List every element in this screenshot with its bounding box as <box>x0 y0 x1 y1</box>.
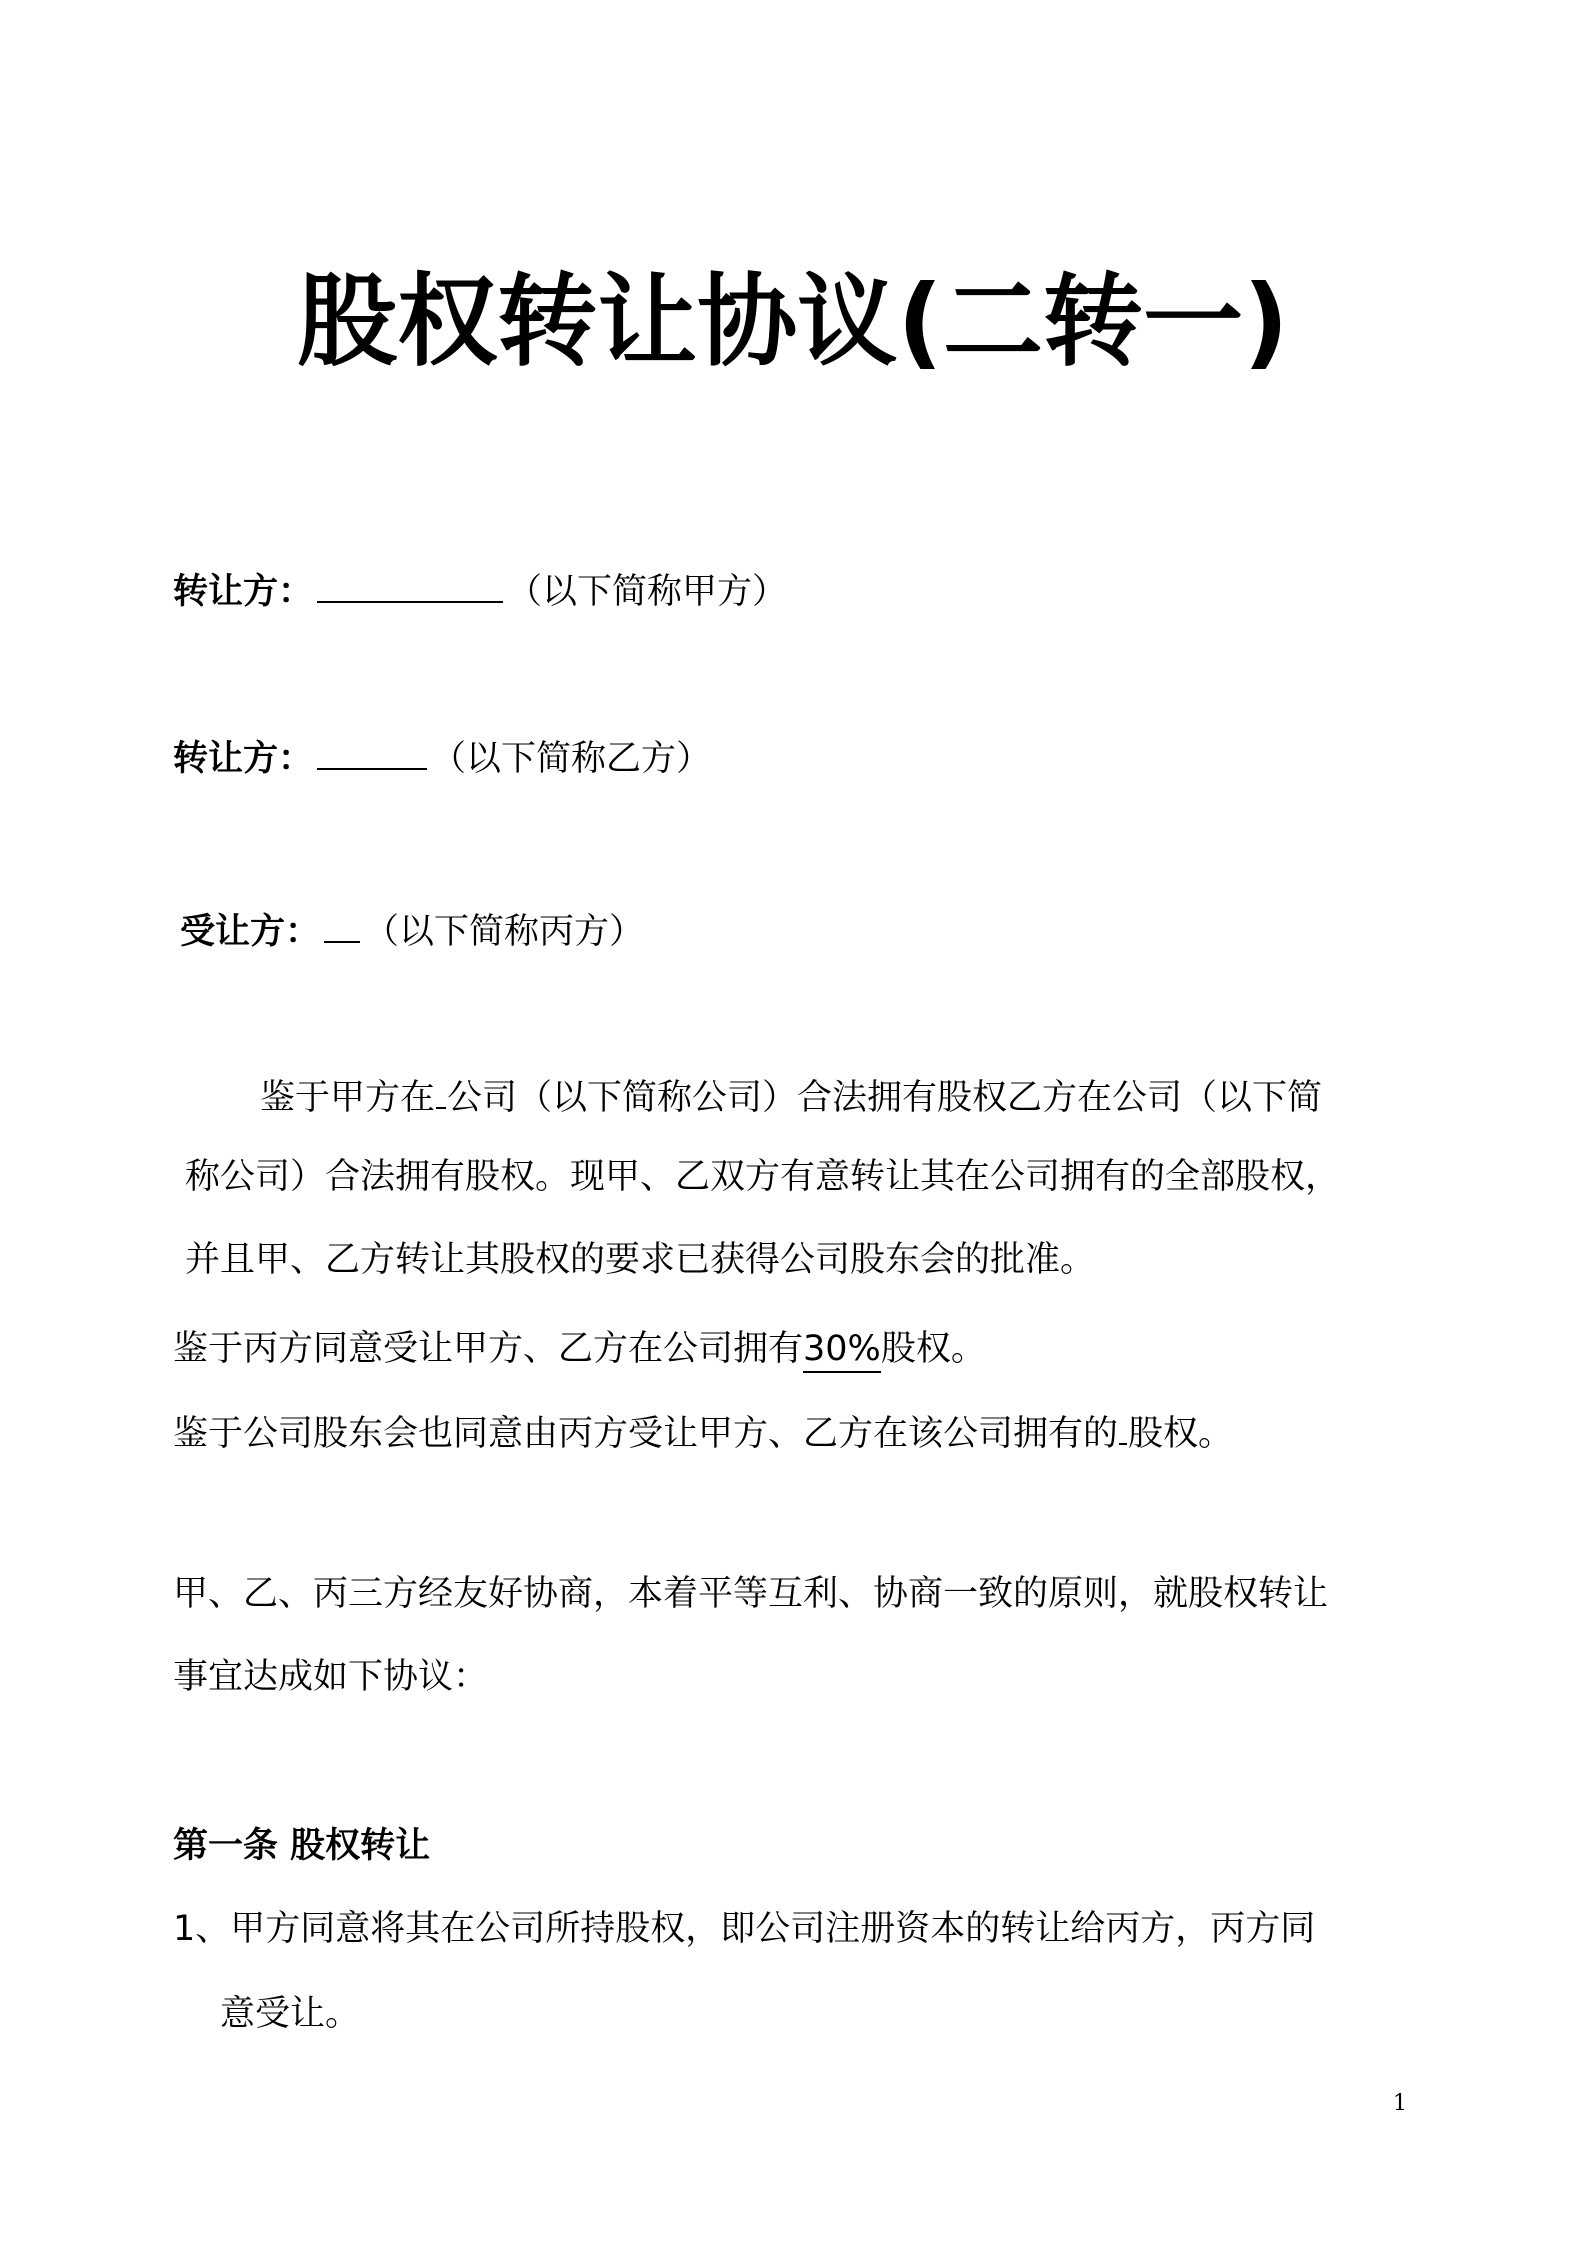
blank-field <box>436 1087 446 1109</box>
preamble-line-2: 事宜达成如下协议： <box>173 1657 489 1697</box>
party-name-blank <box>317 573 503 603</box>
party-alias: （以下简称甲方） <box>507 572 788 612</box>
recital-1-line-2: 称公司）合法拥有股权。现甲、乙双方有意转让其在公司拥有的全部股权， <box>185 1157 1341 1197</box>
recital-3: 鉴于公司股东会也同意由丙方受让甲方、乙方在该公司拥有的 股权。 <box>173 1414 1234 1454</box>
party-transferor-a <box>173 568 787 616</box>
party-transferor-b <box>173 735 711 783</box>
recital-1-line-3: 并且甲、乙方转让其股权的要求已获得公司股东会的批准。 <box>185 1240 1096 1280</box>
party-transferee <box>180 908 644 956</box>
article-1-item-1-line-1: 1、甲方同意将其在公司所持股权，即公司注册资本的转让给丙方，丙方同 <box>173 1909 1316 1949</box>
party-label: 受让方： <box>180 912 321 952</box>
blank-field <box>1119 1423 1127 1445</box>
party-label: 转让方： <box>173 572 314 612</box>
page-number: 1 <box>1393 2091 1407 2116</box>
preamble-line-1: 甲、乙、丙三方经友好协商，本着平等互利、协商一致的原则，就股权转让 <box>173 1574 1329 1614</box>
party-name-blank <box>317 740 427 770</box>
recital-1-line-1: 鉴于甲方在 公司（以下简称公司）合法拥有股权乙方在公司（以下简 <box>260 1078 1323 1118</box>
article-1-item-1-line-2: 意受让。 <box>220 1994 361 2034</box>
party-alias: （以下简称丙方） <box>364 912 645 952</box>
share-percentage: 30% <box>803 1329 881 1373</box>
party-name-blank <box>324 913 360 943</box>
document-title: 股权转让协议(二转一) <box>297 263 1289 380</box>
party-alias: （以下简称乙方） <box>431 739 712 779</box>
article-1-heading: 第一条 股权转让 <box>173 1826 431 1866</box>
recital-2: 鉴于丙方同意受让甲方、乙方在公司拥有30%股权。 <box>173 1325 986 1373</box>
party-label: 转让方： <box>173 739 314 779</box>
